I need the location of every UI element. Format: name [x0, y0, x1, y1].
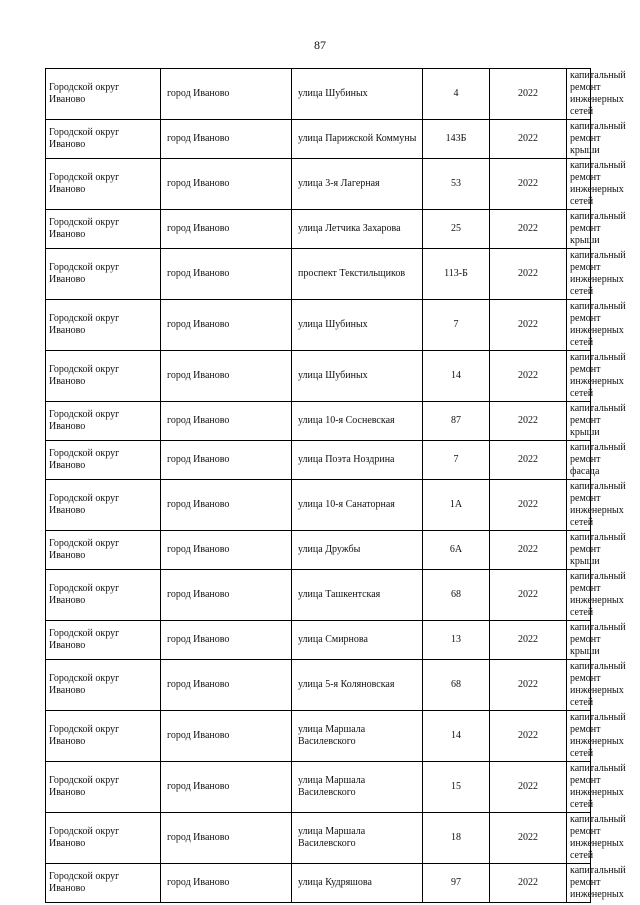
- year-cell: 2022: [490, 441, 567, 480]
- city-cell: город Иваново: [161, 762, 292, 813]
- okrug-cell: Городской округ Иваново: [46, 480, 161, 531]
- house-number-cell: 14: [423, 711, 490, 762]
- okrug-cell: Городской округ Иваново: [46, 351, 161, 402]
- city-cell: город Иваново: [161, 69, 292, 120]
- work-type-cell: капитальный ремонт инженерных сетей: [567, 351, 591, 402]
- work-type-cell: капитальный ремонт крыши: [567, 402, 591, 441]
- street-cell: улица Дружбы: [292, 531, 423, 570]
- table-row: [46, 210, 591, 249]
- house-number-cell: 25: [423, 210, 490, 249]
- street-cell: улица Парижской Коммуны: [292, 120, 423, 159]
- city-cell: город Иваново: [161, 813, 292, 864]
- table-row: [46, 249, 591, 300]
- year-cell: 2022: [490, 249, 567, 300]
- okrug-cell: Городской округ Иваново: [46, 300, 161, 351]
- table-row: [46, 762, 591, 813]
- table-row: [46, 159, 591, 210]
- year-cell: 2022: [490, 300, 567, 351]
- okrug-cell: Городской округ Иваново: [46, 531, 161, 570]
- work-type-cell: капитальный ремонт инженерных сетей: [567, 762, 591, 813]
- table-row: [46, 120, 591, 159]
- city-cell: город Иваново: [161, 621, 292, 660]
- work-type-cell: капитальный ремонт инженерных сетей: [567, 711, 591, 762]
- house-number-cell: 87: [423, 402, 490, 441]
- work-type-cell: капитальный ремонт фасада: [567, 441, 591, 480]
- street-cell: улица Летчика Захарова: [292, 210, 423, 249]
- city-cell: город Иваново: [161, 402, 292, 441]
- work-type-cell: капитальный ремонт инженерных сетей: [567, 159, 591, 210]
- okrug-cell: Городской округ Иваново: [46, 402, 161, 441]
- street-cell: улица 3-я Лагерная: [292, 159, 423, 210]
- okrug-cell: Городской округ Иваново: [46, 120, 161, 159]
- table-row: [46, 711, 591, 762]
- house-number-cell: 18: [423, 813, 490, 864]
- year-cell: 2022: [490, 813, 567, 864]
- work-type-cell: капитальный ремонт инженерных сетей: [567, 249, 591, 300]
- street-cell: улица Смирнова: [292, 621, 423, 660]
- house-number-cell: 68: [423, 660, 490, 711]
- street-cell: улица Шубиных: [292, 69, 423, 120]
- street-cell: улица Шубиных: [292, 300, 423, 351]
- street-cell: улица Шубиных: [292, 351, 423, 402]
- street-cell: улица 10-я Санаторная: [292, 480, 423, 531]
- okrug-cell: Городской округ Иваново: [46, 249, 161, 300]
- city-cell: город Иваново: [161, 660, 292, 711]
- work-type-cell: капитальный ремонт инженерных сетей: [567, 480, 591, 531]
- house-number-cell: 7: [423, 441, 490, 480]
- table-row: [46, 813, 591, 864]
- year-cell: 2022: [490, 69, 567, 120]
- year-cell: 2022: [490, 570, 567, 621]
- house-number-cell: 97: [423, 864, 490, 903]
- city-cell: город Иваново: [161, 300, 292, 351]
- work-type-cell: капитальный ремонт инженерных сетей: [567, 570, 591, 621]
- city-cell: город Иваново: [161, 711, 292, 762]
- house-number-cell: 4: [423, 69, 490, 120]
- year-cell: 2022: [490, 402, 567, 441]
- table-row: [46, 351, 591, 402]
- work-type-cell: капитальный ремонт инженерных сетей: [567, 69, 591, 120]
- street-cell: улица Кудряшова: [292, 864, 423, 903]
- page-number: 87: [314, 38, 326, 52]
- okrug-cell: Городской округ Иваново: [46, 864, 161, 903]
- table-row: [46, 300, 591, 351]
- table-row: [46, 621, 591, 660]
- repair-table: [45, 68, 626, 903]
- house-number-cell: 7: [423, 300, 490, 351]
- table-row: [46, 69, 591, 120]
- work-type-cell: капитальный ремонт инженерных сетей: [567, 813, 591, 864]
- work-type-cell: капитальный ремонт крыши: [567, 210, 591, 249]
- street-cell: улица Ташкентская: [292, 570, 423, 621]
- table-row: [46, 531, 591, 570]
- okrug-cell: Городской округ Иваново: [46, 69, 161, 120]
- table-row: [46, 480, 591, 531]
- okrug-cell: Городской округ Иваново: [46, 813, 161, 864]
- house-number-cell: 15: [423, 762, 490, 813]
- work-type-cell: капитальный ремонт крыши: [567, 531, 591, 570]
- city-cell: город Иваново: [161, 351, 292, 402]
- work-type-cell: капитальный ремонт инженерных: [567, 864, 591, 903]
- city-cell: город Иваново: [161, 441, 292, 480]
- table-row: [46, 864, 591, 903]
- okrug-cell: Городской округ Иваново: [46, 660, 161, 711]
- table-row: [46, 570, 591, 621]
- house-number-cell: 53: [423, 159, 490, 210]
- street-cell: улица Поэта Ноздрина: [292, 441, 423, 480]
- table-row: [46, 402, 591, 441]
- okrug-cell: Городской округ Иваново: [46, 621, 161, 660]
- street-cell: улица Маршала Василевского: [292, 813, 423, 864]
- table-row: [46, 660, 591, 711]
- street-cell: улица Маршала Василевского: [292, 711, 423, 762]
- house-number-cell: 113-Б: [423, 249, 490, 300]
- year-cell: 2022: [490, 210, 567, 249]
- street-cell: улица 10-я Сосневская: [292, 402, 423, 441]
- year-cell: 2022: [490, 531, 567, 570]
- year-cell: 2022: [490, 351, 567, 402]
- year-cell: 2022: [490, 711, 567, 762]
- city-cell: город Иваново: [161, 120, 292, 159]
- house-number-cell: 13: [423, 621, 490, 660]
- okrug-cell: Городской округ Иваново: [46, 711, 161, 762]
- okrug-cell: Городской округ Иваново: [46, 762, 161, 813]
- city-cell: город Иваново: [161, 480, 292, 531]
- year-cell: 2022: [490, 480, 567, 531]
- city-cell: город Иваново: [161, 159, 292, 210]
- year-cell: 2022: [490, 120, 567, 159]
- year-cell: 2022: [490, 762, 567, 813]
- table-row: [46, 441, 591, 480]
- work-type-cell: капитальный ремонт крыши: [567, 120, 591, 159]
- city-cell: город Иваново: [161, 531, 292, 570]
- year-cell: 2022: [490, 621, 567, 660]
- okrug-cell: Городской округ Иваново: [46, 159, 161, 210]
- street-cell: улица 5-я Коляновская: [292, 660, 423, 711]
- street-cell: улица Маршала Василевского: [292, 762, 423, 813]
- city-cell: город Иваново: [161, 570, 292, 621]
- house-number-cell: 1А: [423, 480, 490, 531]
- okrug-cell: Городской округ Иваново: [46, 441, 161, 480]
- work-type-cell: капитальный ремонт крыши: [567, 621, 591, 660]
- house-number-cell: 6А: [423, 531, 490, 570]
- city-cell: город Иваново: [161, 210, 292, 249]
- city-cell: город Иваново: [161, 864, 292, 903]
- house-number-cell: 143Б: [423, 120, 490, 159]
- house-number-cell: 14: [423, 351, 490, 402]
- house-number-cell: 68: [423, 570, 490, 621]
- okrug-cell: Городской округ Иваново: [46, 210, 161, 249]
- work-type-cell: капитальный ремонт инженерных сетей: [567, 660, 591, 711]
- city-cell: город Иваново: [161, 249, 292, 300]
- okrug-cell: Городской округ Иваново: [46, 570, 161, 621]
- year-cell: 2022: [490, 660, 567, 711]
- year-cell: 2022: [490, 159, 567, 210]
- repair-table-body: [46, 69, 626, 903]
- year-cell: 2022: [490, 864, 567, 903]
- work-type-cell: капитальный ремонт инженерных сетей: [567, 300, 591, 351]
- street-cell: проспект Текстильщиков: [292, 249, 423, 300]
